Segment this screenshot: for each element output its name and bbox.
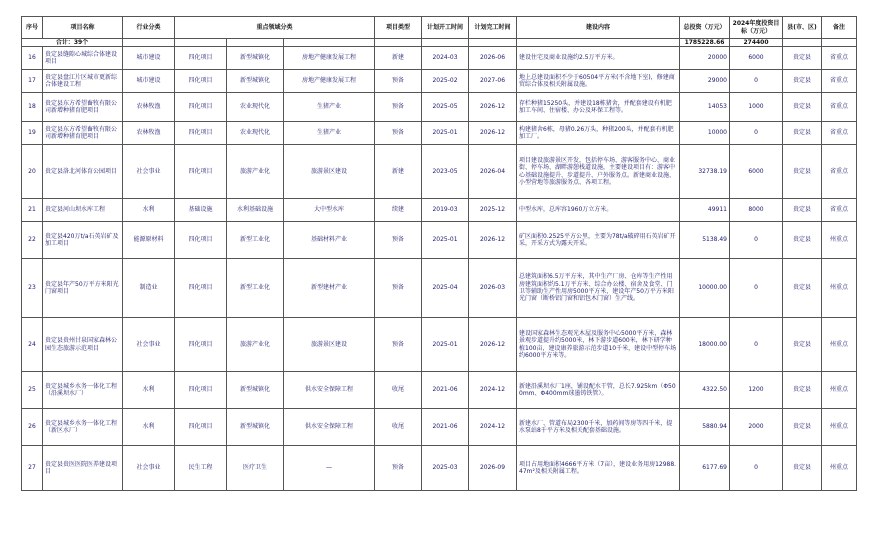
cell-remark: 省重点 bbox=[822, 122, 857, 145]
cell-start: 2025-03 bbox=[422, 446, 469, 491]
cell-content: 新建水厂、管道布局2300千米，加药间等房等四千米，提水泵站8千平方米及相关配套基础设施。 bbox=[517, 409, 680, 446]
cell-industry: 农林牧渔 bbox=[123, 122, 175, 145]
cell-name: 贵定县东方希望畜牧有限公司新增种猪育肥项目 bbox=[43, 93, 123, 122]
cell-cat2: 新型城镇化 bbox=[227, 47, 284, 70]
cell-cat1: 基础设施 bbox=[175, 199, 227, 222]
cell-seq: 26 bbox=[22, 409, 43, 446]
cell-type: 预备 bbox=[375, 446, 422, 491]
cell-content: 建设国家森林生态观光木屋及服务中心5000平方米，森林景观步道提升约5000米，林下游步道600米，林下研学种植100亩，建设康养旅游示范步道10千米，建设中型停车场约6000平方米等。 bbox=[517, 318, 680, 372]
cell-cat3: 旅游景区建设 bbox=[284, 145, 375, 199]
cell-cat1: 四化项目 bbox=[175, 122, 227, 145]
cell-remark: 州重点 bbox=[822, 259, 857, 318]
cell-seq: 24 bbox=[22, 318, 43, 372]
cell-remark: 州重点 bbox=[822, 318, 857, 372]
cell-content: 构建猪舍6栋，母猪0.26万头，种猪200头，并配套有机肥加工厂。 bbox=[517, 122, 680, 145]
cell-cat1: 四化项目 bbox=[175, 409, 227, 446]
cell-plan: 0 bbox=[730, 70, 783, 93]
cell-name: 贵定县河山坝水库工程 bbox=[43, 199, 123, 222]
cell-cat1: 四化项目 bbox=[175, 372, 227, 409]
cell-seq: 17 bbox=[22, 70, 43, 93]
cell-invest: 49911 bbox=[680, 199, 730, 222]
header-seq: 序号 bbox=[22, 17, 43, 39]
cell-content: 矿区面积0.2525平方公里，主要为78t/a破碎用石英岩矿开采，开采方式为露天开采。 bbox=[517, 222, 680, 259]
cell-name: 贵定县年产50万平方米阳光门窗项目 bbox=[43, 259, 123, 318]
cell-invest: 10000 bbox=[680, 122, 730, 145]
cell-plan: 0 bbox=[730, 259, 783, 318]
cell-end: 2024-12 bbox=[469, 409, 517, 446]
cell-invest: 20000 bbox=[680, 47, 730, 70]
cell-industry: 农林牧渔 bbox=[123, 93, 175, 122]
cell-name: 贵定县贵医医院医养建设项目 bbox=[43, 446, 123, 491]
header-end: 计划完工时间 bbox=[469, 17, 517, 39]
summary-plan-total: 274400 bbox=[730, 39, 783, 47]
cell-cat2: 旅游产业化 bbox=[227, 318, 284, 372]
cell-county: 贵定县 bbox=[783, 145, 822, 199]
cell-start: 2025-01 bbox=[422, 222, 469, 259]
cell-end: 2026-06 bbox=[469, 47, 517, 70]
header-focus: 重点领域分类 bbox=[175, 17, 375, 39]
cell-seq: 22 bbox=[22, 222, 43, 259]
cell-end: 2025-12 bbox=[469, 199, 517, 222]
cell-county: 贵定县 bbox=[783, 222, 822, 259]
cell-cat2: 新型工业化 bbox=[227, 222, 284, 259]
summary-invest-total: 1785228.66 bbox=[680, 39, 730, 47]
cell-cat3: 基础材料产业 bbox=[284, 222, 375, 259]
cell-content: 中型水库，总库容1960万立方米。 bbox=[517, 199, 680, 222]
cell-seq: 27 bbox=[22, 446, 43, 491]
cell-content: 新建沿溪坝水厂1座，铺设配水干管，总长7.925km（Φ500mm、Φ400mm球墨铸铁管）。 bbox=[517, 372, 680, 409]
cell-type: 预备 bbox=[375, 93, 422, 122]
cell-invest: 18000.00 bbox=[680, 318, 730, 372]
cell-plan: 1000 bbox=[730, 93, 783, 122]
cell-end: 2026-09 bbox=[469, 446, 517, 491]
cell-type: 预备 bbox=[375, 122, 422, 145]
cell-type: 新建 bbox=[375, 47, 422, 70]
cell-plan: 0 bbox=[730, 318, 783, 372]
cell-content: 项目占用地面积4666平方米（7亩），建设业务用房12988.47m²及相关附属工程。 bbox=[517, 446, 680, 491]
header-county: 县(市、区) bbox=[783, 17, 822, 39]
cell-name: 贵定县缝隙心城综合体建设项目 bbox=[43, 47, 123, 70]
cell-invest: 10000.00 bbox=[680, 259, 730, 318]
cell-invest: 4322.50 bbox=[680, 372, 730, 409]
cell-type: 收尾 bbox=[375, 372, 422, 409]
cell-plan: 6000 bbox=[730, 145, 783, 199]
cell-cat3: 大中型水库 bbox=[284, 199, 375, 222]
cell-industry: 社会事业 bbox=[123, 446, 175, 491]
cell-cat3: 房地产健康发展工程 bbox=[284, 47, 375, 70]
cell-end: 2026-12 bbox=[469, 318, 517, 372]
cell-invest: 14053 bbox=[680, 93, 730, 122]
cell-end: 2026-12 bbox=[469, 122, 517, 145]
table-row bbox=[22, 70, 857, 93]
cell-cat2: 新型城镇化 bbox=[227, 409, 284, 446]
cell-cat3: 旅游景区建设 bbox=[284, 318, 375, 372]
cell-name: 贵定县城乡水务一体化工程（新区水厂） bbox=[43, 409, 123, 446]
cell-industry: 制造业 bbox=[123, 259, 175, 318]
cell-end: 2027-06 bbox=[469, 70, 517, 93]
table-row bbox=[22, 122, 857, 145]
cell-name: 贵定县盘江片区城市更新综合体建设工程 bbox=[43, 70, 123, 93]
header-plan: 2024年度投资目标（万元） bbox=[730, 17, 783, 39]
project-table bbox=[21, 16, 857, 491]
cell-cat1: 四化项目 bbox=[175, 145, 227, 199]
cell-seq: 20 bbox=[22, 145, 43, 199]
cell-type: 新建 bbox=[375, 145, 422, 199]
header-type: 项目类型 bbox=[375, 17, 422, 39]
cell-invest: 29000 bbox=[680, 70, 730, 93]
cell-invest: 32738.19 bbox=[680, 145, 730, 199]
header-content: 建设内容 bbox=[517, 17, 680, 39]
cell-industry: 水利 bbox=[123, 372, 175, 409]
table-row bbox=[22, 199, 857, 222]
cell-cat1: 四化项目 bbox=[175, 318, 227, 372]
cell-remark: 州重点 bbox=[822, 222, 857, 259]
cell-cat2: 农业现代化 bbox=[227, 122, 284, 145]
summary-label: 合计：39个 bbox=[22, 39, 123, 47]
cell-name: 贵定县420万t/a石英岩矿及加工项目 bbox=[43, 222, 123, 259]
header-start: 计划开工时间 bbox=[422, 17, 469, 39]
cell-remark: 州重点 bbox=[822, 372, 857, 409]
spreadsheet bbox=[21, 16, 857, 491]
table-row bbox=[22, 47, 857, 70]
cell-plan: 8000 bbox=[730, 199, 783, 222]
cell-start: 2023-05 bbox=[422, 145, 469, 199]
cell-invest: 5138.49 bbox=[680, 222, 730, 259]
cell-type: 预备 bbox=[375, 70, 422, 93]
cell-cat3: 生猪产业 bbox=[284, 122, 375, 145]
cell-industry: 水利 bbox=[123, 199, 175, 222]
cell-seq: 23 bbox=[22, 259, 43, 318]
table-row bbox=[22, 446, 857, 491]
header-name: 项目名称 bbox=[43, 17, 123, 39]
cell-cat2: 农业现代化 bbox=[227, 93, 284, 122]
cell-county: 贵定县 bbox=[783, 199, 822, 222]
table-row bbox=[22, 259, 857, 318]
cell-end: 2026-12 bbox=[469, 93, 517, 122]
cell-end: 2026-03 bbox=[469, 259, 517, 318]
cell-remark: 省重点 bbox=[822, 70, 857, 93]
cell-county: 贵定县 bbox=[783, 70, 822, 93]
cell-cat3: — bbox=[284, 446, 375, 491]
cell-cat2: 新型工业化 bbox=[227, 259, 284, 318]
cell-start: 2021-06 bbox=[422, 372, 469, 409]
cell-cat3: 供水安全保障工程 bbox=[284, 409, 375, 446]
cell-county: 贵定县 bbox=[783, 47, 822, 70]
cell-county: 贵定县 bbox=[783, 409, 822, 446]
cell-plan: 2000 bbox=[730, 409, 783, 446]
table-row bbox=[22, 145, 857, 199]
cell-cat1: 四化项目 bbox=[175, 222, 227, 259]
cell-name: 贵定县贵州甘泉国家森林公园生态旅游示范项目 bbox=[43, 318, 123, 372]
cell-content: 地上总建设面积不少于60504平方米(不含地下室)，修建商贸综合体及相关附属设施。 bbox=[517, 70, 680, 93]
cell-county: 贵定县 bbox=[783, 259, 822, 318]
cell-start: 2025-05 bbox=[422, 93, 469, 122]
cell-county: 贵定县 bbox=[783, 318, 822, 372]
cell-end: 2026-04 bbox=[469, 145, 517, 199]
cell-content: 建设住宅及商业设施约2.5万平方米。 bbox=[517, 47, 680, 70]
cell-start: 2024-03 bbox=[422, 47, 469, 70]
cell-seq: 16 bbox=[22, 47, 43, 70]
cell-cat3: 新型建材产业 bbox=[284, 259, 375, 318]
cell-type: 续建 bbox=[375, 199, 422, 222]
cell-content: 存栏种猪15250头，并建设18栋猪舍，并配套建设有机肥加工车间、住宿楼、办公及环保工程等。 bbox=[517, 93, 680, 122]
cell-industry: 城市建设 bbox=[123, 47, 175, 70]
cell-invest: 6177.69 bbox=[680, 446, 730, 491]
table-row bbox=[22, 372, 857, 409]
cell-remark: 州重点 bbox=[822, 446, 857, 491]
cell-type: 预备 bbox=[375, 318, 422, 372]
cell-end: 2024-12 bbox=[469, 372, 517, 409]
cell-plan: 1200 bbox=[730, 372, 783, 409]
cell-cat2: 新型城镇化 bbox=[227, 70, 284, 93]
cell-start: 2025-01 bbox=[422, 318, 469, 372]
cell-remark: 省重点 bbox=[822, 145, 857, 199]
cell-cat1: 四化项目 bbox=[175, 259, 227, 318]
cell-cat1: 四化项目 bbox=[175, 93, 227, 122]
cell-remark: 省重点 bbox=[822, 93, 857, 122]
cell-name: 贵定县东方希望畜牧有限公司新增种猪育肥项目 bbox=[43, 122, 123, 145]
cell-start: 2019-03 bbox=[422, 199, 469, 222]
cell-seq: 25 bbox=[22, 372, 43, 409]
cell-cat2: 旅游产业化 bbox=[227, 145, 284, 199]
cell-cat2: 医疗卫生 bbox=[227, 446, 284, 491]
cell-plan: 0 bbox=[730, 446, 783, 491]
cell-county: 贵定县 bbox=[783, 446, 822, 491]
cell-industry: 水利 bbox=[123, 409, 175, 446]
cell-end: 2026-12 bbox=[469, 222, 517, 259]
cell-name: 贵定县洛北河体育公园项目 bbox=[43, 145, 123, 199]
cell-cat1: 四化项目 bbox=[175, 47, 227, 70]
cell-type: 预备 bbox=[375, 222, 422, 259]
cell-start: 2021-06 bbox=[422, 409, 469, 446]
cell-content: 总建筑面积6.5万平方米，其中生产厂房、仓库等生产性用房建筑面积约5.1万平方米、综合办公楼、宿舍及食堂、门卫等辅助生产性用房5000平方米，建设年产50万平方米阳光门窗（断桥铝门窗和铝包木门窗）生产线。 bbox=[517, 259, 680, 318]
cell-plan: 0 bbox=[730, 222, 783, 259]
cell-cat3: 供水安全保障工程 bbox=[284, 372, 375, 409]
cell-industry: 城市建设 bbox=[123, 70, 175, 93]
table-row bbox=[22, 409, 857, 446]
header-remark: 备注 bbox=[822, 17, 857, 39]
cell-seq: 19 bbox=[22, 122, 43, 145]
header-row bbox=[22, 17, 857, 39]
table-row bbox=[22, 318, 857, 372]
cell-name: 贵定县城乡水务一体化工程（沿溪坝水厂） bbox=[43, 372, 123, 409]
cell-remark: 省重点 bbox=[822, 199, 857, 222]
cell-industry: 社会事业 bbox=[123, 145, 175, 199]
table-row bbox=[22, 93, 857, 122]
cell-remark: 省重点 bbox=[822, 47, 857, 70]
cell-seq: 21 bbox=[22, 199, 43, 222]
summary-row bbox=[22, 39, 857, 47]
cell-county: 贵定县 bbox=[783, 122, 822, 145]
cell-remark: 州重点 bbox=[822, 409, 857, 446]
cell-plan: 0 bbox=[730, 122, 783, 145]
cell-county: 贵定县 bbox=[783, 372, 822, 409]
cell-seq: 18 bbox=[22, 93, 43, 122]
cell-cat2: 水利基础设施 bbox=[227, 199, 284, 222]
cell-cat1: 四化项目 bbox=[175, 70, 227, 93]
cell-cat1: 民生工程 bbox=[175, 446, 227, 491]
table-body bbox=[22, 47, 857, 491]
header-industry: 行业分类 bbox=[123, 17, 175, 39]
cell-cat2: 新型城镇化 bbox=[227, 372, 284, 409]
cell-plan: 6000 bbox=[730, 47, 783, 70]
cell-invest: 5880.94 bbox=[680, 409, 730, 446]
cell-type: 预备 bbox=[375, 259, 422, 318]
cell-start: 2025-02 bbox=[422, 70, 469, 93]
cell-cat3: 房地产健康发展工程 bbox=[284, 70, 375, 93]
header-invest: 总投资（万元） bbox=[680, 17, 730, 39]
cell-content: 项目建设旅游景区开发，包括停车场、游客服务中心、商业街、停车场、湖畔游憩栈道设施，主要建设项目有：游客中心基础设施提升、步道提升、户外服务点。新建商业设施、小型营地等旅游服务点、各项工程。 bbox=[517, 145, 680, 199]
cell-county: 贵定县 bbox=[783, 93, 822, 122]
cell-industry: 社会事业 bbox=[123, 318, 175, 372]
cell-start: 2025-04 bbox=[422, 259, 469, 318]
cell-cat3: 生猪产业 bbox=[284, 93, 375, 122]
cell-type: 收尾 bbox=[375, 409, 422, 446]
cell-industry: 能源原材料 bbox=[123, 222, 175, 259]
table-row bbox=[22, 222, 857, 259]
cell-start: 2025-01 bbox=[422, 122, 469, 145]
